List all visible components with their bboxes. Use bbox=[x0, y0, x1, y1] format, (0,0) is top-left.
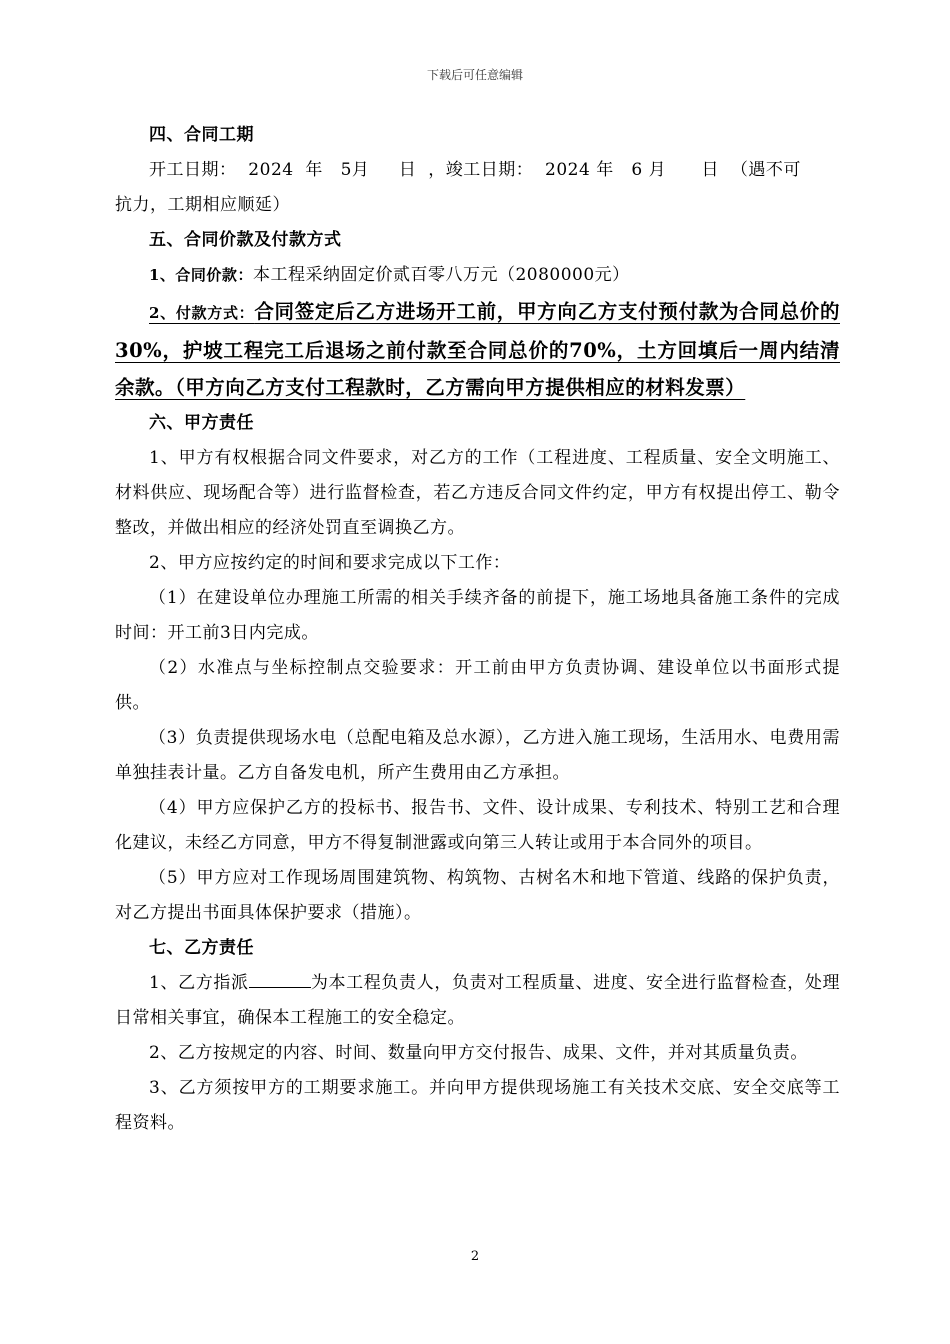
section-7-title: 七、乙方责任 bbox=[149, 938, 254, 958]
party-a-item-2: 2、甲方应按约定的时间和要求完成以下工作： bbox=[149, 553, 511, 573]
party-a-subitem-4: （4）甲方应保护乙方的投标书、报告书、文件、设计成果、专利技术、特别工艺和合理化建议，未经乙方同意，甲方不得复制泄露或向第三人转让或用于本合同外的项目。 bbox=[115, 798, 840, 853]
document-body bbox=[115, 118, 840, 1141]
party-b-item-1-start: 1、乙方指派 bbox=[149, 973, 249, 993]
payment-method-label: 2、付款方式： bbox=[149, 304, 255, 322]
party-a-subitem-2: （2）水准点与坐标控制点交验要求：开工前由甲方负责协调、建设单位以书面形式提供。 bbox=[115, 658, 840, 713]
payment-method bbox=[115, 293, 840, 406]
party-b-item-1-rest: 为本工程负责人，负责对工程质量、进度、安全进行监督检查，处理日常相关事宜，确保本工程施工的安全稳定。 bbox=[115, 973, 840, 1028]
section-6-title: 六、甲方责任 bbox=[149, 413, 254, 433]
contract-price-text: 本工程采纳固定价贰百零八万元（2080000元） bbox=[252, 265, 630, 285]
section-4-dates-cont: 抗力，工期相应顺延） bbox=[115, 195, 290, 215]
section-5-title: 五、合同价款及付款方式 bbox=[149, 230, 342, 250]
party-b-item-2: 2、乙方按规定的内容、时间、数量向甲方交付报告、成果、文件，并对其质量负责。 bbox=[149, 1043, 808, 1063]
page-header: 下载后可任意编辑 bbox=[426, 68, 523, 82]
section-4-dates bbox=[115, 153, 840, 188]
payment-method-text: 合同签定后乙方进场开工前，甲方向乙方支付预付款为合同总价的30%，护坡工程完工后退场之前付款至合同总价的70%，土方回填后一周内结清余款。（甲方向乙方支付工程款时，乙方需向甲方提供相应的材料发票） bbox=[115, 300, 840, 399]
contract-price-label: 1、合同价款： bbox=[149, 266, 253, 284]
party-a-item-1: 1、甲方有权根据合同文件要求，对乙方的工作（工程进度、工程质量、安全文明施工、材料供应、现场配合等）进行监督检查，若乙方违反合同文件约定，甲方有权提出停工、勒令整改，并做出相应的经济处罚直至调换乙方。 bbox=[115, 448, 840, 538]
section-4-title: 四、合同工期 bbox=[149, 125, 254, 145]
dates-line-1: 开工日期： 2024 年 5月 日 ，竣工日期： 2024 年 6 月 日 （遇不可 bbox=[149, 160, 801, 180]
responsible-person-blank[interactable] bbox=[249, 970, 311, 988]
page-number: 2 bbox=[470, 1249, 480, 1264]
party-b-item-3: 3、乙方须按甲方的工期要求施工。并向甲方提供现场施工有关技术交底、安全交底等工程资料。 bbox=[115, 1078, 840, 1133]
contract-price bbox=[115, 258, 840, 293]
party-b-item-1 bbox=[115, 966, 840, 1036]
party-a-subitem-5: （5）甲方应对工作现场周围建筑物、构筑物、古树名木和地下管道、线路的保护负责，对乙方提出书面具体保护要求（措施）。 bbox=[115, 868, 840, 923]
party-a-subitem-3: （3）负责提供现场水电（总配电箱及总水源），乙方进入施工现场，生活用水、电费用需单独挂表计量。乙方自备发电机，所产生费用由乙方承担。 bbox=[115, 728, 840, 783]
party-a-subitem-1: （1）在建设单位办理施工所需的相关手续齐备的前提下，施工场地具备施工条件的完成时间：开工前3日内完成。 bbox=[115, 588, 840, 643]
